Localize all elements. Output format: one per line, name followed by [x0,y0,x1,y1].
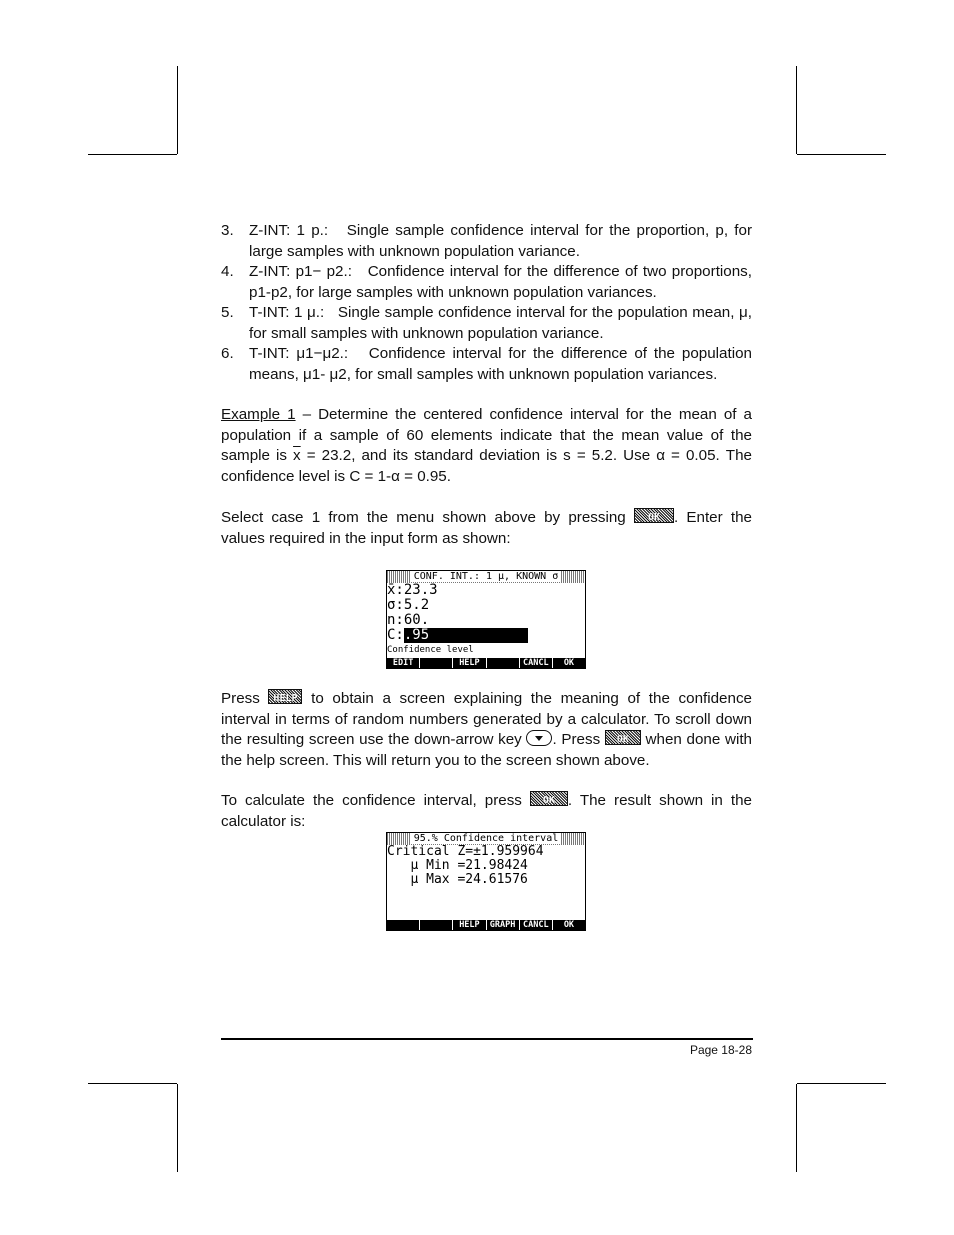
list-label: T-INT: μ1−μ2.: [249,345,349,362]
screen-field-sigma: σ:5.2 [387,597,430,613]
screen-result-critical: Critical Z=±1.959964 [387,844,544,859]
list-number: 3. [221,222,234,239]
screen-field-c-value: .95 [404,628,528,643]
screen-field-xbar: x̄:23.3 [387,582,438,598]
example-text: = 23.2, and its standard deviation is s = 5.2. Use α = 0.05. The confidence level is C = 1-α = 0.95. [221,447,752,485]
down-arrow-key-icon [526,730,552,746]
paragraph-text: to obtain a screen explaining the meaning of the confidence interval in terms of random numbers generated by a calculator. To scroll down the resulting screen use the down-arrow key [221,690,752,748]
paragraph-text: . The result shown in the calculator is: [221,792,752,830]
list-number: 5. [221,304,234,321]
softkey-blank[interactable] [420,920,453,930]
screen-result-min: μ Min =21.98424 [387,858,528,873]
page-number: Page 18-28 [689,1043,752,1057]
ok-key-icon [605,730,641,745]
list-text: Confidence interval for the difference of two proportions, p1-p2, for large samples with unknown population variances. [249,263,752,301]
screen-title-text: CONF. INT.: 1 μ, KNOWN σ [411,571,562,582]
paragraph-text: when done with the help screen. This will return you to the screen shown above. [221,731,753,769]
paragraph-text: . Enter the values required in the input form as shown: [221,509,753,547]
key-label: HELP [273,693,298,704]
screen-field-n: n:60. [387,612,430,628]
list-text: Single sample confidence interval for the population mean, μ, for small samples with unknown population variance. [249,304,752,342]
crop-mark [796,1084,797,1172]
calculate-paragraph [221,791,752,832]
softkey-ok[interactable]: OK [563,920,575,930]
crop-mark [797,154,886,155]
softkey-help[interactable]: HELP [453,658,486,668]
list-text: Single sample confidence interval for the proportion, p, for large samples with unknown population variance. [249,222,753,260]
paragraph-text: . Press [552,731,605,748]
help-paragraph [221,689,752,771]
list-label: Z-INT: 1 p.: [249,222,329,239]
paragraph-text: Select case 1 from the menu shown above by pressing [221,509,634,526]
list-item [221,303,752,344]
footer-divider [221,1038,753,1040]
paragraph-text: To calculate the confidence interval, press [221,792,530,809]
crop-mark [796,66,797,154]
crop-mark [88,154,177,155]
calculator-screen-input-form [386,570,586,669]
softkey-cancel[interactable]: CANCL [520,658,553,668]
list-label: T-INT: 1 μ.: [249,304,325,321]
method-list [221,221,752,385]
softkey-ok[interactable]: OK [563,658,575,668]
softkey-edit[interactable]: EDIT [387,658,420,668]
crop-mark [88,1083,177,1084]
list-item [221,262,752,303]
softkey-help[interactable]: HELP [453,920,486,930]
softkey-graph[interactable]: GRAPH [487,920,520,930]
ok-key-icon [634,508,674,523]
key-label: OK [542,795,555,806]
list-item [221,221,752,262]
example-paragraph [221,405,752,487]
crop-mark [177,66,178,154]
calculator-screen-result [386,832,586,931]
screen-softkey-menu [387,658,585,668]
paragraph-text: Press [221,690,269,707]
help-key-icon [268,689,302,704]
screen-result-max: μ Max =24.61576 [387,872,528,887]
softkey-blank[interactable] [420,658,453,668]
ok-key-icon [530,791,568,806]
list-number: 4. [221,263,234,280]
crop-mark [797,1083,886,1084]
list-number: 6. [221,345,234,362]
select-paragraph [221,508,752,549]
key-label: OK [616,734,629,745]
key-label: OK [647,512,660,523]
list-label: Z-INT: p1− p2.: [249,263,352,280]
list-item [221,344,752,385]
screen-softkey-menu [387,920,585,930]
screen-field-c-label: C: [387,627,404,643]
example-text: – Determine the centered confidence interval for the mean of a population if a sample of 60 elements indicate that the mean value of the sample is [221,406,752,464]
screen-status: Confidence level [387,645,474,655]
softkey-blank[interactable] [487,658,520,668]
softkey-blank[interactable] [387,920,420,930]
screen-title-text: 95.% Confidence interval [411,833,562,844]
list-text: Confidence interval for the difference of the population means, μ1- μ2, for small samples with unknown population variances. [249,345,752,383]
x-bar-symbol: $\overline{x}$ [293,447,301,464]
crop-mark [177,1084,178,1172]
softkey-cancel[interactable]: CANCL [520,920,553,930]
example-label: Example 1 [221,406,296,423]
